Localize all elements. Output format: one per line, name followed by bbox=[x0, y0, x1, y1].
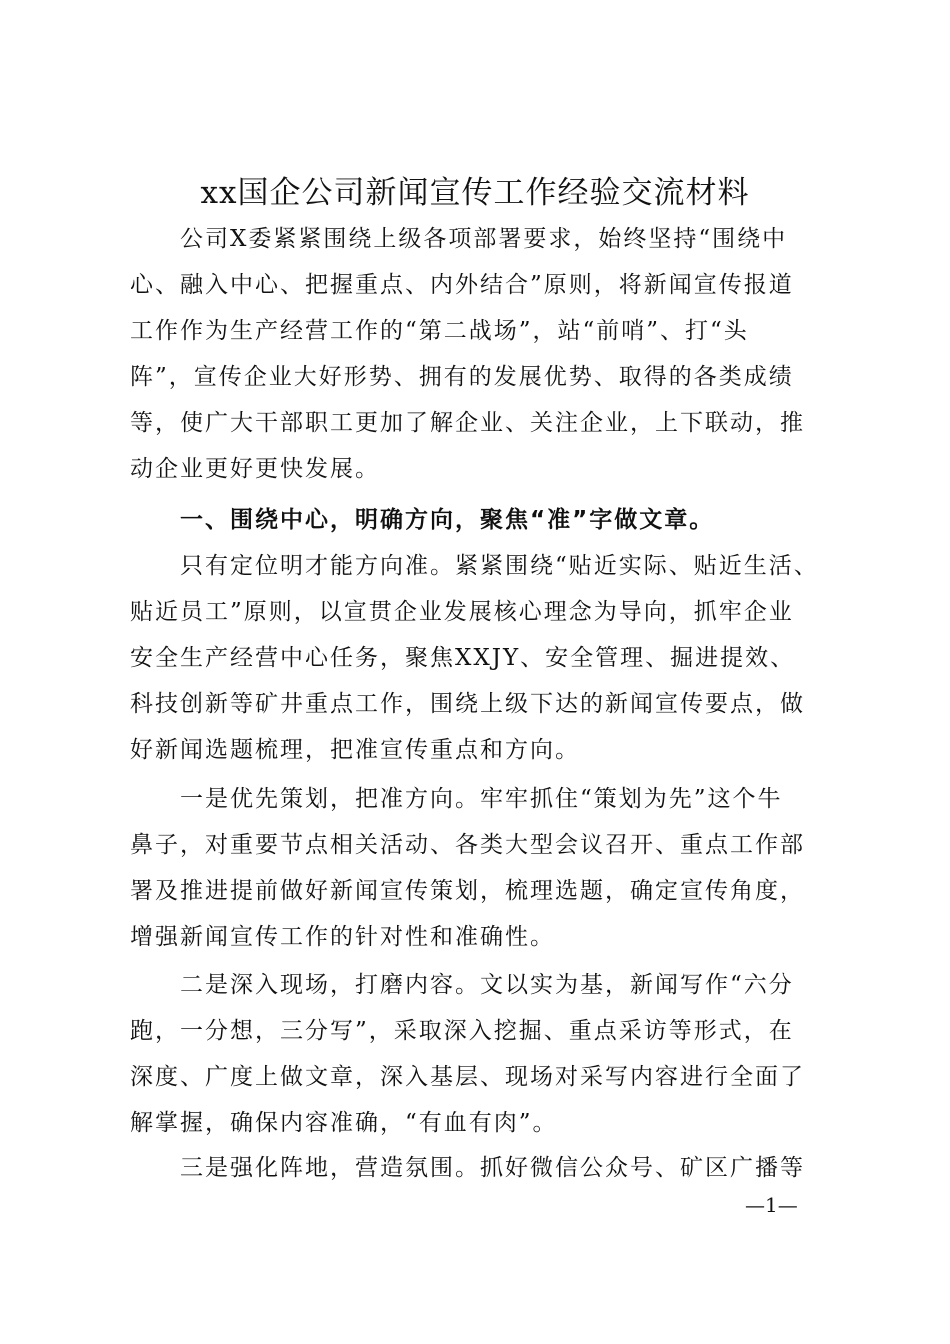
intro-line: 工作作为生产经营工作的“第二战场”，站“前哨”、打“头 bbox=[130, 318, 749, 344]
paragraph-line: 只有定位明才能方向准。紧紧围绕“贴近实际、贴近生活、 bbox=[130, 553, 819, 579]
point-2-paragraph bbox=[130, 962, 820, 1146]
paragraph-line: 鼻子，对重要节点相关活动、各类大型会议召开、重点工作部 bbox=[130, 832, 805, 858]
intro-line: 动企业更好更快发展。 bbox=[130, 456, 380, 482]
paragraph-line: 深度、广度上做文章，深入基层、现场对采写内容进行全面了 bbox=[130, 1064, 805, 1090]
intro-line: 等，使广大干部职工更加了解企业、关注企业，上下联动，推 bbox=[130, 410, 805, 436]
section-heading-line: 一、围绕中心，明确方向，聚焦“准”字做文章。 bbox=[130, 507, 715, 533]
paragraph-line: 好新闻选题梳理，把准宣传重点和方向。 bbox=[130, 737, 580, 763]
paragraph-line: 三是强化阵地，营造氛围。抓好微信公众号、矿区广播等 bbox=[130, 1155, 805, 1181]
paragraph-line: 安全生产经营中心任务，聚焦XXJY、安全管理、掘进提效、 bbox=[130, 645, 796, 671]
section-1-heading bbox=[130, 497, 820, 543]
paragraph-line: 署及推进提前做好新闻宣传策划，梳理选题，确定宣传角度， bbox=[130, 878, 805, 904]
paragraph-line: 解掌握，确保内容准确，“有血有肉”。 bbox=[130, 1110, 558, 1136]
paragraph-line: 二是深入现场，打磨内容。文以实为基，新闻写作“六分 bbox=[130, 972, 794, 998]
section-1-paragraph bbox=[130, 543, 820, 773]
point-1-paragraph bbox=[130, 776, 820, 960]
point-3-paragraph bbox=[130, 1145, 820, 1191]
page-number: —1— bbox=[745, 1193, 798, 1217]
intro-paragraph bbox=[130, 216, 820, 492]
paragraph-line: 贴近员工”原则，以宣贯企业发展核心理念为导向，抓牢企业 bbox=[130, 599, 794, 625]
paragraph-line: 增强新闻宣传工作的针对性和准确性。 bbox=[130, 924, 555, 950]
intro-line: 心、融入中心、把握重点、内外结合”原则，将新闻宣传报道 bbox=[130, 272, 794, 298]
intro-line: 阵”，宣传企业大好形势、拥有的发展优势、取得的各类成绩 bbox=[130, 364, 794, 390]
document-title: xx国企公司新闻宣传工作经验交流材料 bbox=[200, 175, 750, 211]
paragraph-line: 科技创新等矿井重点工作，围绕上级下达的新闻宣传要点，做 bbox=[130, 691, 805, 717]
intro-line: 公司X委紧紧围绕上级各项部署要求，始终坚持“围绕中 bbox=[130, 226, 788, 252]
paragraph-line: 跑，一分想，三分写”，采取深入挖掘、重点采访等形式，在 bbox=[130, 1018, 794, 1044]
paragraph-line: 一是优先策划，把准方向。牢牢抓住“策划为先”这个牛 bbox=[130, 786, 783, 812]
